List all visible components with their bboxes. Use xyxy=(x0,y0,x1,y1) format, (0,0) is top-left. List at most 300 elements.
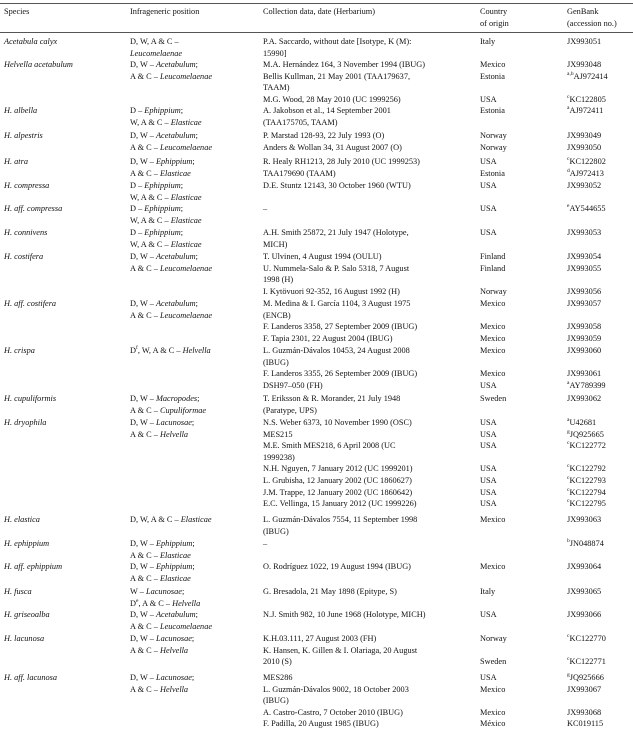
accession-number: KC122794 xyxy=(569,487,606,497)
accession-number: JX993065 xyxy=(567,587,602,596)
footnote-marker: a xyxy=(567,417,570,424)
infrageneric-text: A & C – xyxy=(130,573,160,583)
genbank-cell xyxy=(567,538,633,550)
collection-cell xyxy=(263,633,481,668)
collection-line: A.H. Smith 25872, 21 July 1947 (Holotype, xyxy=(263,228,409,237)
infrageneric-text: ; xyxy=(181,587,185,596)
species-name: H. aff. compressa xyxy=(4,204,63,213)
infrageneric-line xyxy=(130,142,265,154)
footnote-marker: c xyxy=(567,486,570,493)
infrageneric-line xyxy=(130,251,265,263)
infrageneric-text: D, W – xyxy=(130,60,156,69)
footnote-marker: c xyxy=(567,156,570,163)
infrageneric-text: ; xyxy=(192,539,195,548)
collection-line: L. Guzmán-Dávalos 10453, 24 August 2008 xyxy=(263,346,410,355)
accession-number: JX993061 xyxy=(567,369,602,379)
accession-number: KC122802 xyxy=(569,157,606,166)
collection-cell xyxy=(263,105,481,128)
country-cell: Estonia xyxy=(480,71,505,81)
infrageneric-cell xyxy=(130,586,265,609)
infrageneric-line xyxy=(130,586,265,598)
footnote-marker: c xyxy=(567,656,570,663)
genbank-cell xyxy=(567,672,633,684)
collection-line: 2010 (S) xyxy=(263,657,292,667)
infrageneric-cell xyxy=(130,561,265,584)
collection-line: L. Grubisha, 12 January 2002 (UC 1860627) xyxy=(263,475,412,485)
collection-line: M.A. Hernández 164, 3 November 1994 (IBUG) xyxy=(263,60,425,69)
collection-line: (TAA175705, TAAM) xyxy=(263,117,338,127)
genbank-cell xyxy=(567,130,633,142)
taxon-section: Leucomelaenae xyxy=(159,621,213,631)
accession-number: JX993051 xyxy=(567,37,602,46)
collection-line: U. Nummela-Salo & P. Salo 5318, 7 August xyxy=(263,263,410,273)
infrageneric-text: A & C – xyxy=(130,310,160,320)
taxon-section: Leucomelaenae xyxy=(159,142,213,152)
taxon-section: Helvella xyxy=(159,684,189,694)
infrageneric-line xyxy=(130,105,265,117)
country-cell: Norway xyxy=(480,634,507,643)
infrageneric-text: ; xyxy=(180,106,184,115)
genbank-cell xyxy=(567,633,633,645)
genbank-cell xyxy=(567,156,633,168)
country-cell: Estonia xyxy=(480,168,505,178)
infrageneric-text: D, W – xyxy=(130,610,156,619)
collection-line: L. Guzmán-Dávalos 7554, 11 September 1998 xyxy=(263,515,418,524)
footnote-marker: c xyxy=(567,94,570,101)
infrageneric-cell xyxy=(130,633,265,656)
species-name: H. ephippium xyxy=(4,539,50,548)
collection-line: F. Landeros 3358, 27 September 2009 (IBUG) xyxy=(263,322,418,332)
taxon-section: Acetabulum xyxy=(155,299,196,308)
collection-line: T. Ulvinen, 4 August 1994 (OULU) xyxy=(263,252,382,261)
species-name: H. fusca xyxy=(4,587,32,596)
species-name: H. elastica xyxy=(4,515,40,524)
infrageneric-line xyxy=(130,429,265,441)
accession-number: JX993050 xyxy=(567,142,602,152)
collection-line: N.S. Weber 6373, 10 November 1990 (OSC) xyxy=(263,418,412,427)
infrageneric-cell xyxy=(130,156,265,179)
footnote-marker: g xyxy=(567,672,570,679)
country-cell: USA xyxy=(480,673,497,682)
collection-cell xyxy=(263,59,481,105)
infrageneric-text: D, W – xyxy=(130,299,156,308)
col-header-infrageneric: Infrageneric position xyxy=(130,7,200,16)
species-cell xyxy=(4,180,129,192)
country-cell: USA xyxy=(480,499,497,509)
footnote-marker: g xyxy=(567,428,570,435)
accession-number: JX993064 xyxy=(567,562,602,571)
collection-cell xyxy=(263,156,481,179)
collection-cell xyxy=(263,609,481,621)
genbank-cell xyxy=(567,429,633,441)
collection-line: N.J. Smith 982, 10 June 1968 (Holotype, MICH) xyxy=(263,610,426,619)
taxon-section: Ephippium xyxy=(155,539,193,548)
infrageneric-cell xyxy=(130,105,265,128)
infrageneric-cell xyxy=(130,609,265,632)
genbank-cell xyxy=(567,718,633,730)
accession-number: JX993056 xyxy=(567,286,602,296)
species-cell xyxy=(4,417,129,429)
collection-line: O. Rodríguez 1022, 19 August 1994 (IBUG) xyxy=(263,562,411,571)
country-cell: Estonia xyxy=(480,106,505,115)
infrageneric-text: D – xyxy=(130,228,145,237)
country-cell: USA xyxy=(480,228,497,237)
col-header-species: Species xyxy=(4,7,30,16)
species-cell xyxy=(4,298,129,310)
species-cell xyxy=(4,345,129,357)
taxon-section: Lacunosae xyxy=(155,418,192,427)
genbank-cell xyxy=(567,59,633,71)
genbank-cell xyxy=(567,71,633,83)
footnote-marker: a,b xyxy=(567,70,574,77)
footnote-marker: b xyxy=(567,538,570,545)
collection-cell xyxy=(263,514,481,537)
taxon-section: Elasticae xyxy=(159,168,191,178)
infrageneric-cell xyxy=(130,417,265,440)
genbank-cell xyxy=(567,168,633,180)
infrageneric-text: A & C – xyxy=(130,645,160,655)
infrageneric-line xyxy=(130,71,265,83)
accession-number: JX993067 xyxy=(567,684,602,694)
footnote-marker: c xyxy=(567,498,570,505)
genbank-cell xyxy=(567,463,633,475)
genbank-cell xyxy=(567,487,633,499)
species-name: H. costifera xyxy=(4,252,44,261)
accession-number: AJ972413 xyxy=(569,168,604,178)
collection-cell xyxy=(263,36,481,59)
country-cell: USA xyxy=(480,464,497,474)
infrageneric-text: D – xyxy=(130,106,145,115)
species-name: H. atra xyxy=(4,157,28,166)
collection-line: DSH97–050 (FH) xyxy=(263,380,323,390)
collection-line: (Paratype, UPS) xyxy=(263,405,317,415)
accession-number: KC122772 xyxy=(569,441,606,451)
infrageneric-cell xyxy=(130,538,265,561)
infrageneric-text: ; xyxy=(197,394,200,403)
collection-line: (IBUG) xyxy=(263,357,289,367)
collection-line: – xyxy=(263,539,268,548)
country-cell: Sweden xyxy=(480,657,507,667)
collection-line: 1999238) xyxy=(263,452,295,462)
infrageneric-text: A & C – xyxy=(130,550,160,560)
infrageneric-cell xyxy=(130,672,265,695)
genbank-cell xyxy=(567,368,633,380)
collection-cell xyxy=(263,538,481,550)
infrageneric-line xyxy=(130,203,265,215)
species-cell xyxy=(4,538,129,550)
taxon-section: Helvella xyxy=(182,346,211,355)
accession-number: JQ925666 xyxy=(569,673,604,682)
infrageneric-line xyxy=(130,417,265,429)
accession-number: JX993053 xyxy=(567,228,602,237)
infrageneric-cell xyxy=(130,251,265,274)
collection-line: (ENCB) xyxy=(263,310,291,320)
accession-number: JX993068 xyxy=(567,707,602,717)
infrageneric-cell xyxy=(130,180,265,203)
infrageneric-line xyxy=(130,263,265,275)
infrageneric-text: ; xyxy=(180,181,184,190)
species-cell xyxy=(4,393,129,405)
accession-number: KC122792 xyxy=(569,464,606,474)
collection-cell xyxy=(263,561,481,573)
taxon-section: Helvella xyxy=(159,645,189,655)
infrageneric-line xyxy=(130,550,265,562)
collection-line: (IBUG) xyxy=(263,526,289,536)
accession-number: KC122771 xyxy=(569,657,606,667)
infrageneric-line xyxy=(130,573,265,585)
species-name: H. griseoalba xyxy=(4,610,50,619)
infrageneric-text: ; xyxy=(191,418,195,427)
infrageneric-line xyxy=(130,633,265,645)
collection-cell xyxy=(263,298,481,344)
genbank-cell xyxy=(567,251,633,263)
infrageneric-cell xyxy=(130,514,265,526)
genbank-cell xyxy=(567,684,633,696)
footnote-marker: f xyxy=(136,345,138,352)
infrageneric-line xyxy=(130,672,265,684)
collection-line: R. Healy RH1213, 28 July 2010 (UC 1999253) xyxy=(263,157,420,166)
collection-line: MES286 xyxy=(263,673,293,682)
species-cell xyxy=(4,514,129,526)
species-cell xyxy=(4,203,129,215)
accession-number: JX993066 xyxy=(567,610,602,619)
collection-line: M.E. Smith MES218, 6 April 2008 (UC xyxy=(263,441,396,451)
infrageneric-text: ; xyxy=(191,634,195,643)
infrageneric-line xyxy=(130,130,265,142)
species-name: H. albella xyxy=(4,106,38,115)
country-cell: USA xyxy=(480,476,497,485)
collection-line: (IBUG) xyxy=(263,696,289,706)
genbank-cell xyxy=(567,609,633,621)
accession-number: KC122795 xyxy=(569,499,606,509)
infrageneric-text: D, W – xyxy=(130,131,156,140)
accession-number: JX993055 xyxy=(567,263,602,273)
collection-line: G. Bresadola, 21 May 1898 (Epitype, S) xyxy=(263,587,397,596)
genbank-cell xyxy=(567,36,633,48)
species-cell xyxy=(4,59,129,71)
genbank-cell xyxy=(567,656,633,668)
infrageneric-cell xyxy=(130,393,265,416)
taxon-section: Macropodes xyxy=(155,394,198,403)
collection-line: I. Kytövuori 92-352, 16 August 1992 (H) xyxy=(263,286,400,296)
species-cell xyxy=(4,561,129,573)
country-cell: Mexico xyxy=(480,684,506,694)
taxon-section: Elasticae xyxy=(170,117,202,127)
collection-line: F. Tapia 2301, 22 August 2004 (IBUG) xyxy=(263,333,393,343)
col-header-country: Country of origin xyxy=(480,7,509,28)
infrageneric-text: A & C – xyxy=(130,429,160,439)
species-name: H. connivens xyxy=(4,228,48,237)
infrageneric-text: D, W – xyxy=(130,634,156,643)
country-cell: USA xyxy=(480,204,497,213)
infrageneric-text: ; xyxy=(192,562,195,571)
accession-number: JQ925665 xyxy=(569,429,604,439)
collection-line: F. Landeros 3355, 26 September 2009 (IBUG) xyxy=(263,369,418,379)
collection-line: M. Medina & I. García 1104, 3 August 1975 xyxy=(263,299,411,308)
col-header-genbank: GenBank (accession no.) xyxy=(567,7,617,28)
collection-line: TAAM) xyxy=(263,83,290,93)
infrageneric-text: D, W, A & C – xyxy=(130,515,181,524)
taxon-section: Ephippium xyxy=(144,204,181,213)
genbank-cell xyxy=(567,203,633,215)
infrageneric-cell xyxy=(130,203,265,226)
accession-number: JX993060 xyxy=(567,346,602,355)
infrageneric-line xyxy=(130,609,265,621)
infrageneric-text: D xyxy=(130,598,136,608)
accession-number: JX993063 xyxy=(567,515,602,524)
country-cell: USA xyxy=(480,181,497,190)
species-name: H. aff. lacunosa xyxy=(4,673,58,682)
taxon-section: Leucomelaenae xyxy=(130,48,183,58)
genbank-cell xyxy=(567,475,633,487)
infrageneric-line xyxy=(130,227,265,239)
infrageneric-line xyxy=(130,298,265,310)
taxon-section: Lacunosae xyxy=(155,673,192,682)
genbank-cell xyxy=(567,94,633,106)
species-name: H. lacunosa xyxy=(4,634,45,643)
genbank-cell xyxy=(567,263,633,275)
taxon-section: Acetabulum xyxy=(155,252,196,261)
taxon-section: Leucomelaenae xyxy=(159,263,213,273)
collection-line: 1998 (H) xyxy=(263,275,294,285)
genbank-cell xyxy=(567,393,633,405)
accession-number: JX993052 xyxy=(567,181,602,190)
country-cell: Finland xyxy=(480,263,506,273)
genbank-cell xyxy=(567,298,633,310)
collection-line: N.H. Nguyen, 7 January 2012 (UC 1999201) xyxy=(263,464,413,474)
country-cell: USA xyxy=(480,610,497,619)
collection-line: J.M. Trappe, 12 January 2002 (UC 1860642) xyxy=(263,487,413,497)
collection-line: P. Marstad 128-93, 22 July 1993 (O) xyxy=(263,131,385,140)
genbank-cell xyxy=(567,333,633,345)
country-cell: Mexico xyxy=(480,60,506,69)
collection-cell xyxy=(263,586,481,598)
collection-line: – xyxy=(263,204,268,213)
collection-cell xyxy=(263,251,481,297)
collection-line: E.C. Vellinga, 15 January 2012 (UC 1999226) xyxy=(263,499,417,509)
genbank-cell xyxy=(567,227,633,239)
infrageneric-text: ; xyxy=(192,157,195,166)
genbank-cell xyxy=(567,586,633,598)
infrageneric-text: W, A & C – xyxy=(130,192,171,202)
infrageneric-line xyxy=(130,514,265,526)
collection-cell xyxy=(263,417,481,510)
taxon-section: Cupuliformae xyxy=(159,405,207,415)
footnote-marker: c xyxy=(567,475,570,482)
col-header-collection: Collection data, date (Herbarium) xyxy=(263,7,375,16)
header-rule xyxy=(0,32,633,33)
footnote-marker: d xyxy=(567,167,570,174)
infrageneric-text: , W, A & C – xyxy=(137,346,183,355)
accession-number: KC019115 xyxy=(567,719,604,729)
taxon-section: Elasticae xyxy=(159,573,191,583)
infrageneric-text: ; xyxy=(195,252,198,261)
taxon-section: Acetabulum xyxy=(155,131,196,140)
accession-number: JX993058 xyxy=(567,322,602,332)
collection-line: L. Guzmán-Dávalos 9002, 18 October 2003 xyxy=(263,684,409,694)
species-cell xyxy=(4,156,129,168)
species-name: H. alpestris xyxy=(4,131,43,140)
taxon-section: Elasticae xyxy=(170,239,202,249)
genbank-cell xyxy=(567,105,633,117)
infrageneric-cell xyxy=(130,298,265,321)
infrageneric-line xyxy=(130,621,265,633)
infrageneric-text: ; xyxy=(180,204,184,213)
collection-line: K. Hansen, K. Gillen & I. Olariaga, 20 August xyxy=(263,645,418,655)
genbank-cell xyxy=(567,514,633,526)
collection-cell xyxy=(263,393,481,416)
country-cell: Finland xyxy=(480,252,506,261)
infrageneric-text: D – xyxy=(130,204,145,213)
country-cell: Mexico xyxy=(480,562,506,571)
country-cell: Sweden xyxy=(480,394,507,403)
accession-number: AY789399 xyxy=(569,380,606,390)
taxon-section: Ephippium xyxy=(144,228,181,237)
infrageneric-text: A & C – xyxy=(130,263,160,273)
infrageneric-text: D, W – xyxy=(130,539,156,548)
country-cell: Mexico xyxy=(480,707,506,717)
taxon-section: Elasticae xyxy=(180,515,212,524)
collection-line: MICH) xyxy=(263,239,288,249)
infrageneric-line xyxy=(130,538,265,550)
infrageneric-line xyxy=(130,59,265,71)
infrageneric-text: A & C – xyxy=(130,621,160,631)
infrageneric-text: A & C – xyxy=(130,71,160,81)
footnote-marker: e xyxy=(136,597,139,604)
taxon-section: Lacunosae xyxy=(145,587,182,596)
collection-line: A. Jakobson et al., 14 September 2001 xyxy=(263,106,391,115)
infrageneric-line xyxy=(130,36,265,48)
genbank-cell xyxy=(567,440,633,452)
infrageneric-text: D, W, A & C – xyxy=(130,37,179,46)
country-cell: USA xyxy=(480,380,497,390)
collection-line: A. Castro-Castro, 7 October 2010 (IBUG) xyxy=(263,707,403,717)
genbank-cell xyxy=(567,498,633,510)
country-cell: USA xyxy=(480,487,497,497)
infrageneric-line xyxy=(130,117,265,129)
accession-number: U42681 xyxy=(569,418,597,427)
taxon-section: Leucomelaenae xyxy=(159,71,213,81)
genbank-cell xyxy=(567,380,633,392)
genbank-cell xyxy=(567,180,633,192)
infrageneric-cell xyxy=(130,345,265,357)
infrageneric-text: A & C – xyxy=(130,168,160,178)
genbank-cell xyxy=(567,286,633,298)
genbank-cell xyxy=(567,707,633,719)
taxon-section: Helvella xyxy=(159,429,189,439)
infrageneric-line xyxy=(130,48,265,60)
footnote-marker: c xyxy=(567,440,570,447)
infrageneric-line xyxy=(130,310,265,322)
species-name: H. aff. ephippium xyxy=(4,562,63,571)
country-cell: Norway xyxy=(480,286,507,296)
accession-number: AJ972411 xyxy=(569,106,604,115)
species-cell xyxy=(4,586,129,598)
species-cell xyxy=(4,130,129,142)
accession-number: JX993057 xyxy=(567,299,602,308)
accession-number: AY544655 xyxy=(569,204,606,213)
collection-cell xyxy=(263,227,481,250)
accession-number: KC122770 xyxy=(569,634,606,643)
infrageneric-line xyxy=(130,393,265,405)
accession-number: JN048874 xyxy=(569,539,604,548)
accession-number: KC122793 xyxy=(569,476,606,485)
collection-cell xyxy=(263,180,481,192)
top-rule xyxy=(0,3,633,4)
collection-cell xyxy=(263,130,481,153)
footnote-marker: c xyxy=(567,463,570,470)
infrageneric-line xyxy=(130,215,265,227)
